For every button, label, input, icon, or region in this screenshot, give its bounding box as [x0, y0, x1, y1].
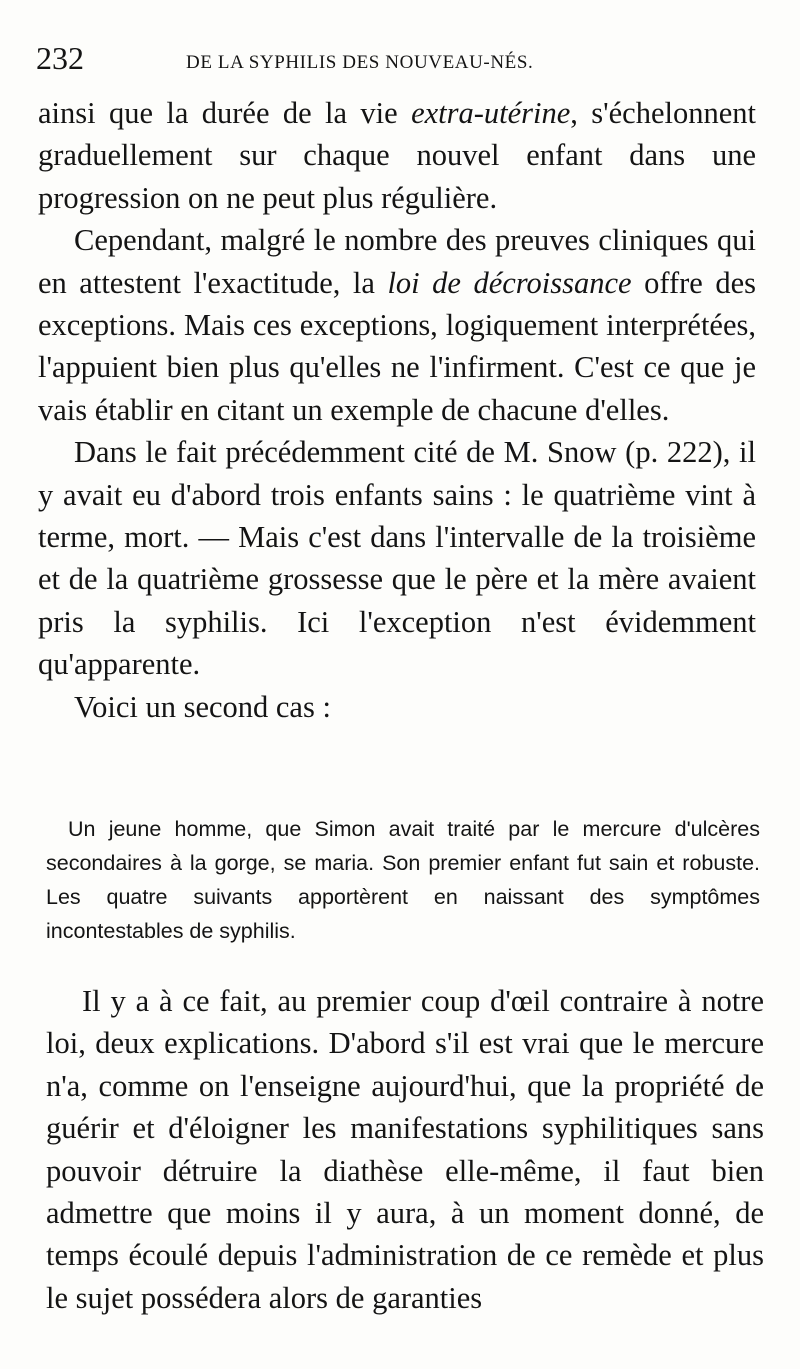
- body-text-lower: [46, 980, 764, 1319]
- running-head: [36, 40, 776, 80]
- paragraph-continuation: ainsi que la durée de la vie extra-utérine, s'échelonnent graduellement sur chaque nouvel enfant dans une progression on ne peut plus régulière.: [38, 96, 756, 215]
- page-number: 232: [36, 40, 84, 76]
- emphasis-loi-de-decroissance: loi de décroissance: [387, 265, 632, 300]
- paragraph-second-case-intro: Voici un second cas :: [74, 689, 331, 724]
- paragraph-explanations: Il y a à ce fait, au premier coup d'œil contraire à notre loi, deux explications. D'abord s'il est vrai que le mercure n'a, comme on l'enseigne aujourd'hui, que la propriété de guérir et d'éloigner les manifestations syphilitiques sans pouvoir détruire la diathèse elle-même, il faut bien admettre que moins il y aura, à un moment donné, de temps écoulé depuis l'administration de ce remède et plus le sujet possédera alors de garanties: [46, 984, 764, 1315]
- body-text-upper: [38, 92, 756, 728]
- quoted-case: [46, 812, 760, 948]
- running-title: DE LA SYPHILIS DES NOUVEAU-NÉS.: [186, 52, 534, 73]
- paragraph-exceptions: Cependant, malgré le nombre des preuves cliniques qui en attestent l'exactitude, la loi de décroissance offre des exceptions. Mais ces exceptions, logiquement interprétées, l'appuient bien plus qu'elles ne l'infirment. C'est ce que je vais établir en citant un exemple de chacune d'elles.: [38, 223, 756, 427]
- paragraph-snow-case: Dans le fait précédemment cité de M. Snow (p. 222), il y avait eu d'abord trois enfants sains : le quatrième vint à terme, mort. — Mais c'est dans l'intervalle de la troisième et de la quatrième grossesse que le père et la mère avaient pris la syphilis. Ici l'exception n'est évidemment qu'apparente.: [38, 435, 756, 682]
- emphasis-extra-uterine: extra-utérine: [411, 96, 571, 130]
- quoted-case-text: Un jeune homme, que Simon avait traité par le mercure d'ulcères secondaires à la gorge, se maria. Son premier enfant fut sain et robuste. Les quatre suivants apportèrent en naissant des symptômes incontestables de syphilis.: [46, 817, 760, 943]
